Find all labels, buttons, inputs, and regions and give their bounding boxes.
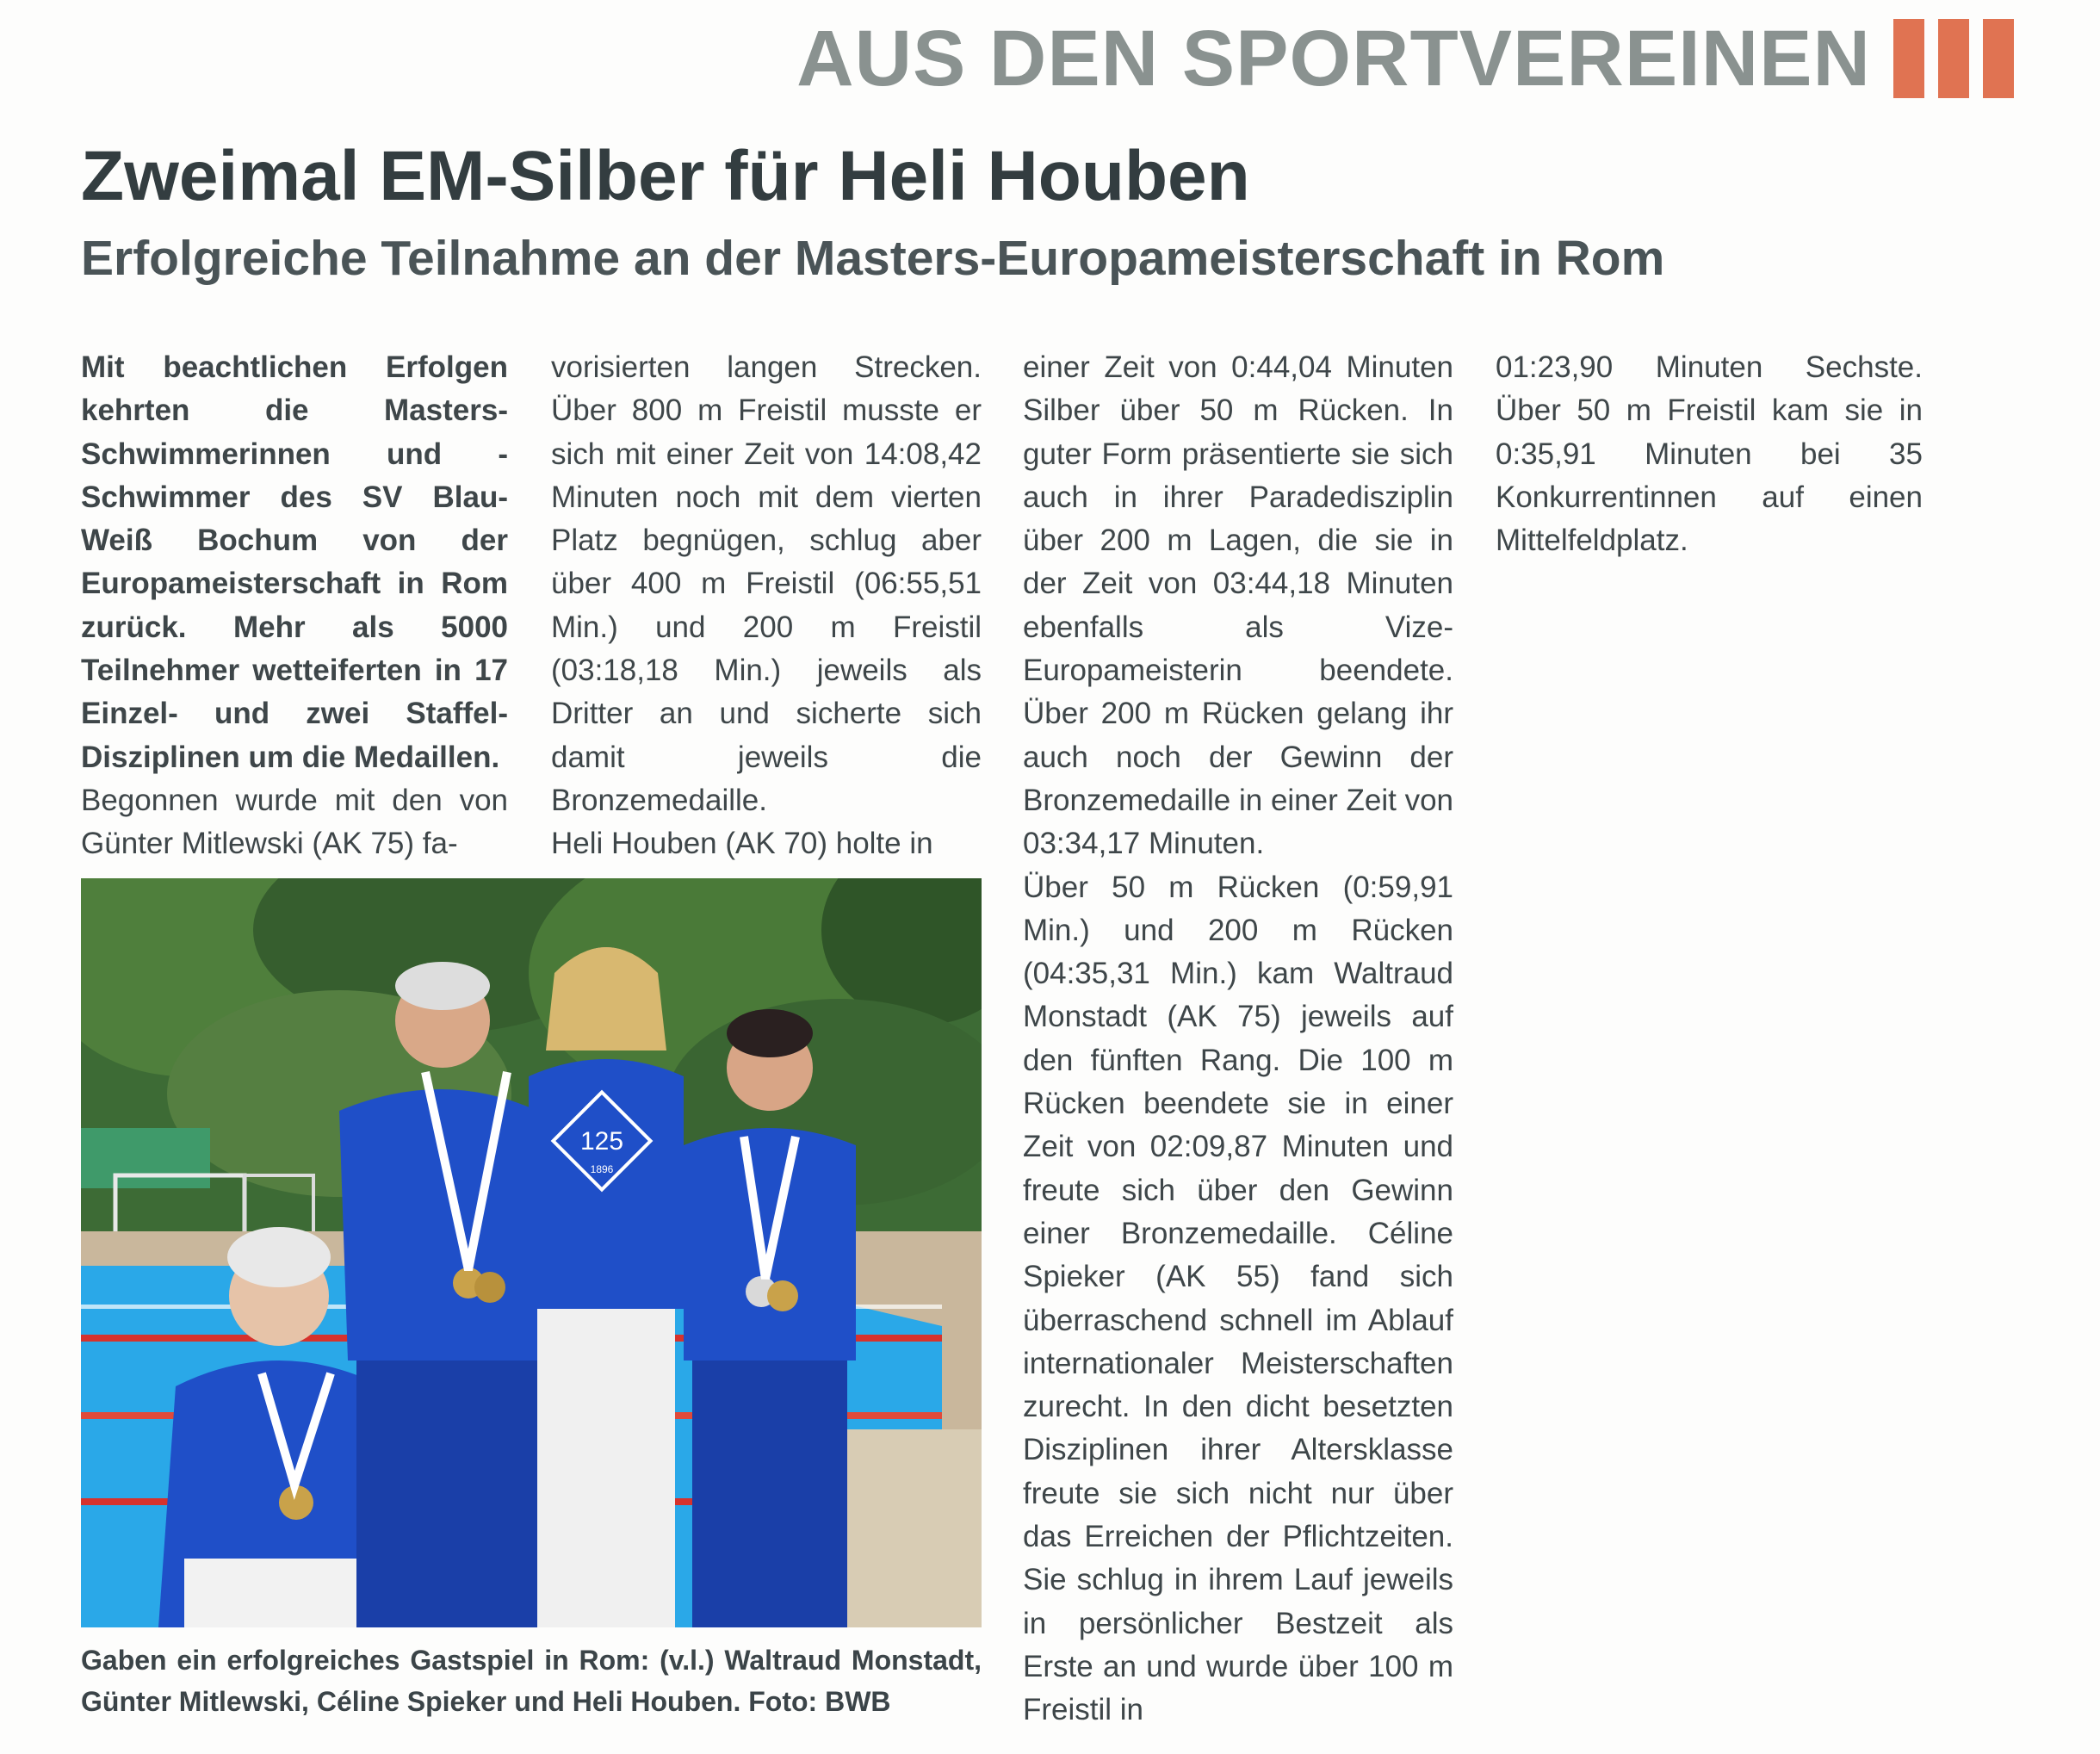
section-header <box>796 15 2014 102</box>
shirt-label: 125 <box>579 1127 624 1156</box>
column-2-body-continued: Heli Houben (AK 70) holte in <box>551 827 933 861</box>
section-accent-bars <box>1893 19 2014 98</box>
column-4-body: 01:23,90 Minuten Sechste. Über 50 m Freistil kam sie in 0:35,91 Minuten bei 35 Konkurrentinnen auf einen Mittelfeldplatz. <box>1496 350 1923 558</box>
column-4 <box>1496 346 1923 562</box>
column-3-body: einer Zeit von 0:44,04 Minuten Silber über 50 m Rücken. In guter Form präsentierte sie sich auch in ihrer Paradedisziplin über 200 m Lagen, die sie in der Zeit von 03:44,18 Minuten ebenfalls als Vize-Europameisterin beendete. Über 200 m Rücken gelang ihr auch noch der Gewinn der Bronzemedaille in einer Zeit von 03:34,17 Minuten. <box>1023 350 1453 861</box>
column-2 <box>551 346 982 866</box>
article-headline: Zweimal EM-Silber für Heli Houben <box>81 137 1250 215</box>
photo-caption: Gaben ein erfolgreiches Gastspiel in Rom: (v.l.) Waltraud Monstadt, Günter Mitlewski, Céline Spieker und Heli Houben. Foto: BWB <box>81 1645 982 1717</box>
section-title: AUS DEN SPORTVEREINEN <box>796 15 1871 102</box>
column-3-body-continued: Über 50 m Rücken (0:59,91 Min.) und 200 m Rücken (04:35,31 Min.) kam Waltraud Monstadt (AK 75) jeweils auf den fünften Rang. Die 100 m Rücken beendete sie in einer Zeit von 02:09,87 Minuten und freute sich über den Gewinn einer Bronzemedaille. Céline Spieker (AK 55) fand sich überraschend schnell im Ablauf internationaler Meisterschaften zurecht. In den dicht besetzten Disziplinen ihrer Altersklasse freute sie sich nicht nur über das Erreichen der Pflichtzeiten. Sie schlug in ihrem Lauf jeweils in persönlicher Bestzeit als Erste an und wurde über 100 m Freistil in <box>1023 870 1453 1727</box>
column-2-body: vorisierten langen Strecken. Über 800 m Freistil musste er sich mit einer Zeit von 14:08,42 Minuten noch mit dem vierten Platz begnügen, schlug aber über 400 m Freistil (06:55,51 Min.) und 200 m Freistil (03:18,18 Min.) jeweils als Dritter an und sicherte sich damit jeweils die Bronzemedaille. <box>551 350 982 817</box>
column-1-body: Begonnen wurde mit den von Günter Mitlewski (AK 75) fa- <box>81 783 508 861</box>
shirt-year: 1896 <box>590 1163 614 1175</box>
article-lead: Mit beachtlichen Erfolgen kehrten die Masters-Schwimmerinnen und -Schwimmer des SV Blau-Weiß Bochum von der Europameisterschaft in Rom zurück. Mehr als 5000 Teilnehmer wetteiferten in 17 Einzel- und zwei Staffel-Disziplinen um die Medaillen. <box>81 350 508 774</box>
column-1 <box>81 346 508 866</box>
article-subheadline: Erfolgreiche Teilnahme an der Masters-Europameisterschaft in Rom <box>81 231 1665 286</box>
team-photo <box>81 878 982 1627</box>
column-3 <box>1023 346 1453 1732</box>
